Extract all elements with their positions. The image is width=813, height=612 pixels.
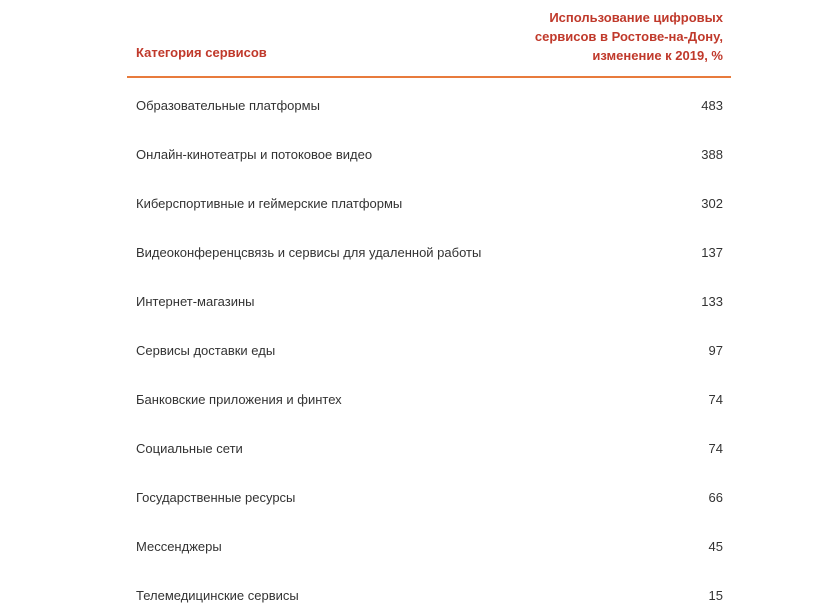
row-category: Онлайн-кинотеатры и потоковое видео xyxy=(136,147,373,162)
row-category: Сервисы доставки еды xyxy=(136,343,276,358)
row-value: 66 xyxy=(708,490,723,505)
value-header-line: сервисов в Ростове-на-Дону, xyxy=(534,29,723,44)
row-category: Видеоконференцсвязь и сервисы для удаленной работы xyxy=(136,245,482,260)
table-row xyxy=(127,472,731,521)
row-value: 74 xyxy=(708,441,723,456)
row-category: Социальные сети xyxy=(136,441,243,456)
table-header xyxy=(127,0,731,78)
value-header-line: изменение к 2019, % xyxy=(592,48,723,63)
row-value: 137 xyxy=(701,245,723,260)
category-column-header: Категория сервисов xyxy=(136,45,267,60)
row-value: 302 xyxy=(701,196,723,211)
row-category: Образовательные платформы xyxy=(136,98,320,113)
row-value: 388 xyxy=(701,147,723,162)
row-value: 45 xyxy=(708,539,723,554)
row-category: Киберспортивные и геймерские платформы xyxy=(136,196,403,211)
row-category: Банковские приложения и финтех xyxy=(136,392,342,407)
row-value: 97 xyxy=(708,343,723,358)
table-row xyxy=(127,325,731,374)
row-category: Телемедицинские сервисы xyxy=(136,588,299,603)
table-row xyxy=(127,423,731,472)
table-row xyxy=(127,521,731,570)
table-row xyxy=(127,80,731,129)
table-body xyxy=(127,80,731,612)
row-value: 133 xyxy=(701,294,723,309)
row-value: 15 xyxy=(708,588,723,603)
row-value: 74 xyxy=(708,392,723,407)
table-row xyxy=(127,178,731,227)
table-row xyxy=(127,570,731,612)
table-row xyxy=(127,374,731,423)
row-category: Государственные ресурсы xyxy=(136,490,296,505)
value-column-header xyxy=(535,8,723,65)
table-row xyxy=(127,276,731,325)
row-value: 483 xyxy=(701,98,723,113)
row-category: Мессенджеры xyxy=(136,539,222,554)
data-table xyxy=(127,0,731,612)
value-header-line: Использование цифровых xyxy=(549,10,723,25)
table-row xyxy=(127,129,731,178)
row-category: Интернет-магазины xyxy=(136,294,255,309)
table-row xyxy=(127,227,731,276)
